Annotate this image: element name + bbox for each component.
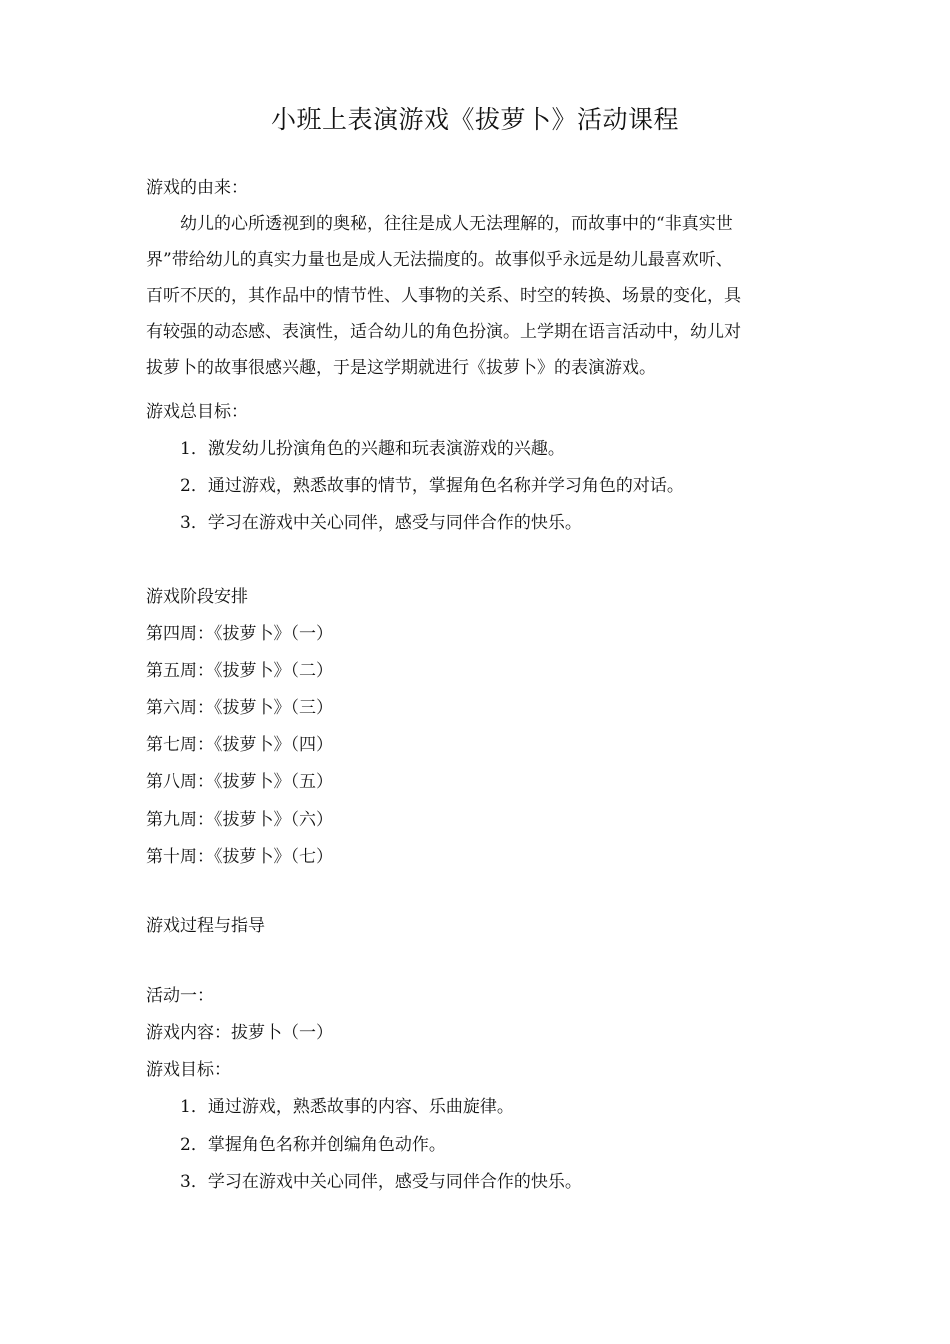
activity-goal-item: 2．掌握角色名称并创编角色动作。 [180,1135,446,1155]
schedule-week: 第四周：《拔萝卜》（一） [146,624,333,644]
goal-item: 3．学习在游戏中关心同伴，感受与同伴合作的快乐。 [180,513,582,533]
origin-line: 幼儿的心所透视到的奥秘，往往是成人无法理解的，而故事中的“非真实世 [146,214,733,234]
schedule-week: 第六周：《拔萝卜》（三） [146,698,333,718]
schedule-week: 第五周：《拔萝卜》（二） [146,661,333,681]
origin-line: 有较强的动态感、表演性，适合幼儿的角色扮演。上学期在语言活动中，幼儿对 [146,322,741,342]
document-title: 小班上表演游戏《拔萝卜》活动课程 [270,105,679,134]
schedule-week: 第七周：《拔萝卜》（四） [146,735,333,755]
origin-paragraph [146,206,814,386]
origin-line: 拔萝卜的故事很感兴趣，于是这学期就进行《拔萝卜》的表演游戏。 [146,358,656,378]
activity-content: 游戏内容：拔萝卜（一） [146,1023,333,1043]
origin-heading: 游戏的由来： [146,178,248,198]
process-heading: 游戏过程与指导 [146,916,265,936]
activity-goal-item: 3．学习在游戏中关心同伴，感受与同伴合作的快乐。 [180,1172,582,1192]
schedule-heading: 游戏阶段安排 [146,587,248,607]
activity-label: 活动一： [146,986,214,1006]
schedule-week: 第八周：《拔萝卜》（五） [146,772,333,792]
schedule-week: 第十周：《拔萝卜》（七） [146,847,333,867]
origin-line: 界”带给幼儿的真实力量也是成人无法揣度的。故事似乎永远是幼儿最喜欢听、 [146,250,733,270]
goal-item: 1．激发幼儿扮演角色的兴趣和玩表演游戏的兴趣。 [180,439,565,459]
goals-heading: 游戏总目标： [146,402,248,422]
activity-goal-item: 1．通过游戏，熟悉故事的内容、乐曲旋律。 [180,1097,514,1117]
activity-goals-heading: 游戏目标： [146,1060,231,1080]
origin-line: 百听不厌的，其作品中的情节性、人事物的关系、时空的转换、场景的变化，具 [146,286,741,306]
goal-item: 2．通过游戏，熟悉故事的情节，掌握角色名称并学习角色的对话。 [180,476,684,496]
schedule-week: 第九周：《拔萝卜》（六） [146,810,333,830]
